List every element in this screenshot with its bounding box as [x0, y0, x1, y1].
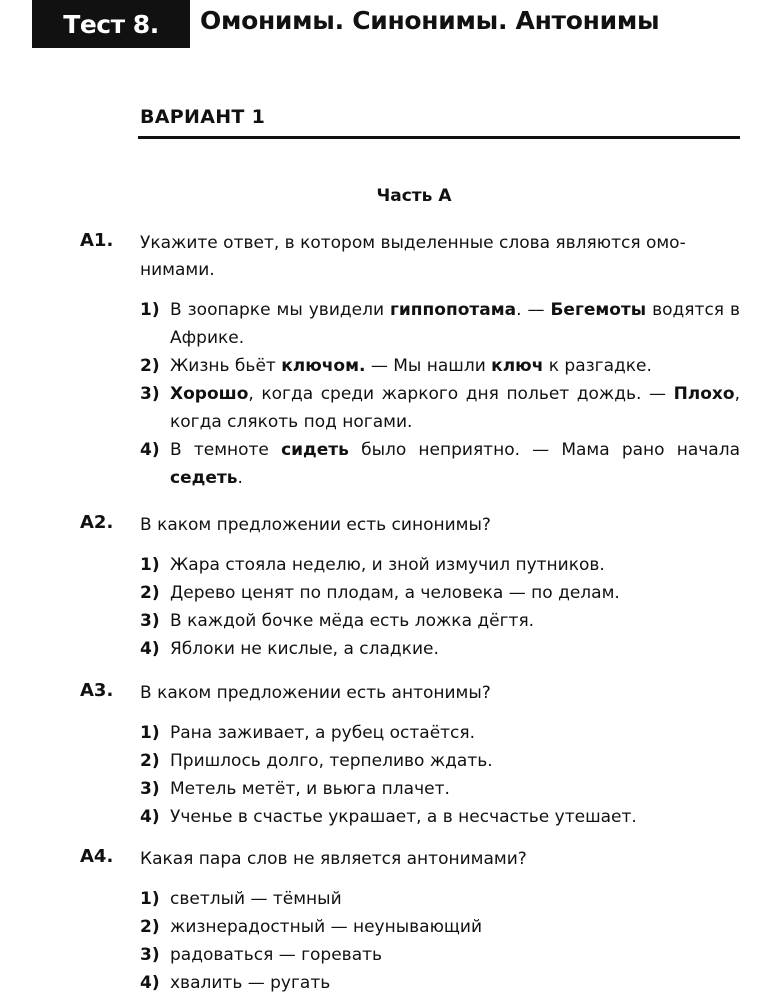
answer-options [140, 551, 740, 663]
answer-option: 2) Жизнь бьёт ключом. — Мы нашли ключ к разгадке. [140, 352, 740, 380]
option-number: 2) [140, 583, 160, 603]
test-number-badge: Тест 8. [32, 0, 190, 48]
answer-option: 2) жизнерадостный — неунывающий [140, 913, 740, 941]
question-number: А3. [80, 680, 114, 701]
answer-option: 3) Хорошо, когда среди жаркого дня польет дождь. — Плохо, когда слякоть под ногами. [140, 380, 740, 436]
question-a4 [80, 846, 740, 997]
option-number: 3) [140, 384, 160, 404]
question-a1 [80, 230, 740, 492]
answer-option: 2) Дерево ценят по плодам, а человека — по делам. [140, 579, 740, 607]
question-number: А2. [80, 512, 114, 533]
answer-option: 3) радоваться — горевать [140, 941, 740, 969]
option-number: 4) [140, 440, 160, 460]
question-text: В каком предложении есть синонимы? [140, 515, 491, 535]
option-number: 2) [140, 917, 160, 937]
option-number: 1) [140, 300, 160, 320]
answer-option: 4) хвалить — ругать [140, 969, 740, 997]
option-number: 3) [140, 779, 160, 799]
question-number: А1. [80, 230, 114, 251]
option-number: 4) [140, 973, 160, 993]
option-number: 1) [140, 555, 160, 575]
option-number: 3) [140, 611, 160, 631]
part-heading: Часть А [376, 186, 452, 206]
answer-option: 1) Жара стояла неделю, и зной измучил путников. [140, 551, 740, 579]
answer-option: 1) светлый — тёмный [140, 885, 740, 913]
answer-option: 2) Пришлось долго, терпеливо ждать. [140, 747, 740, 775]
answer-option: 4) В темноте сидеть было неприятно. — Мама рано начала седеть. [140, 436, 740, 492]
page-header [0, 0, 768, 50]
test-title: Омонимы. Синонимы. Антонимы [200, 6, 660, 35]
option-number: 2) [140, 356, 160, 376]
answer-option: 4) Яблоки не кислые, а сладкие. [140, 635, 740, 663]
option-number: 1) [140, 889, 160, 909]
answer-options [140, 296, 740, 492]
option-number: 4) [140, 807, 160, 827]
answer-option: 1) В зоопарке мы увидели гиппопотама. — Бегемоты водятся в Африке. [140, 296, 740, 352]
option-number: 1) [140, 723, 160, 743]
option-number: 3) [140, 945, 160, 965]
variant-heading: ВАРИАНТ 1 [140, 106, 266, 128]
question-text: Какая пара слов не является антонимами? [140, 849, 527, 869]
answer-option: 4) Ученье в счастье украшает, а в несчастье утешает. [140, 803, 740, 831]
option-number: 2) [140, 751, 160, 771]
answer-option: 3) В каждой бочке мёда есть ложка дёгтя. [140, 607, 740, 635]
question-a2 [80, 512, 740, 663]
answer-options [140, 719, 740, 831]
question-a3 [80, 680, 740, 831]
answer-option: 1) Рана заживает, а рубец остаётся. [140, 719, 740, 747]
question-text: Укажите ответ, в котором выделенные слова являются омо- нимами. [140, 233, 686, 280]
question-number: А4. [80, 846, 114, 867]
answer-option: 3) Метель метёт, и вьюга плачет. [140, 775, 740, 803]
heading-divider [138, 136, 740, 139]
question-text: В каком предложении есть антонимы? [140, 683, 491, 703]
option-number: 4) [140, 639, 160, 659]
answer-options [140, 885, 740, 997]
